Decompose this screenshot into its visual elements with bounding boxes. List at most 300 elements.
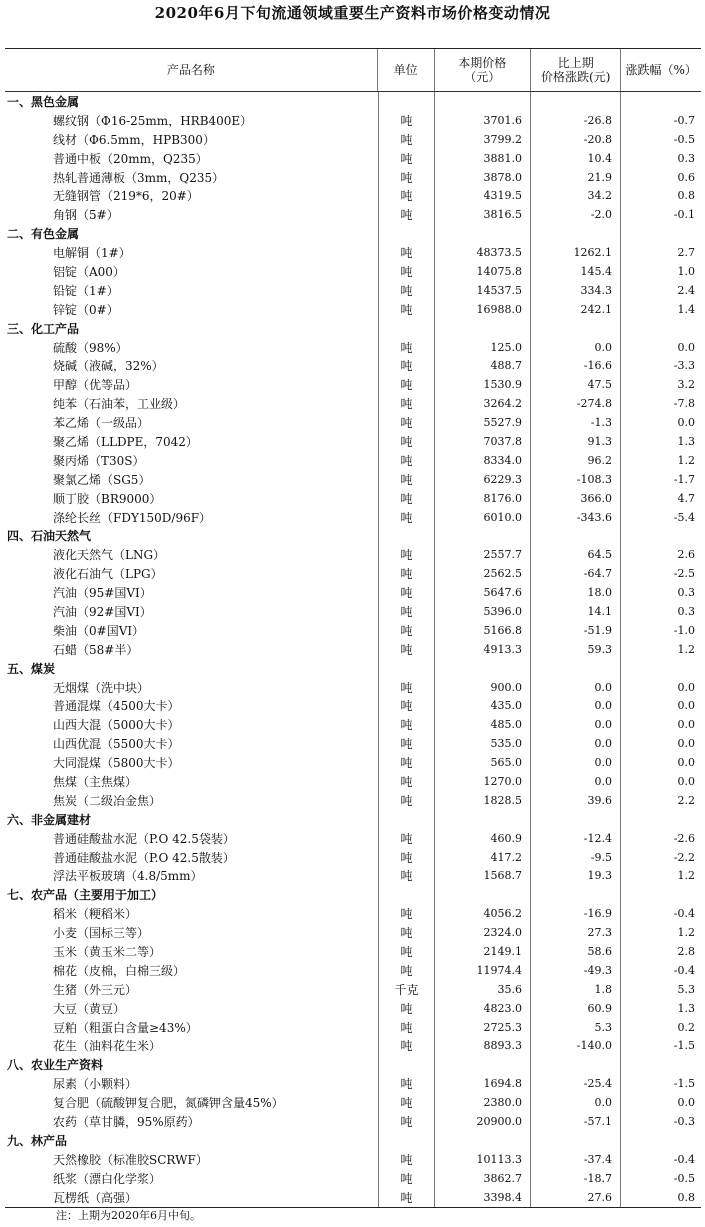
category-row	[5, 1131, 701, 1150]
price-cell: 20900.0	[435, 1112, 531, 1131]
change-cell: 5.3	[531, 1018, 621, 1037]
table-row	[5, 715, 701, 734]
price-cell: 4056.2	[435, 904, 531, 923]
product-name: 大同混煤（5800大卡）	[5, 753, 379, 772]
percent-cell: 3.2	[677, 378, 695, 392]
change-cell: 0.0	[531, 715, 621, 734]
percent-cell: -0.5	[673, 1171, 695, 1185]
unit-cell: 吨	[379, 394, 435, 413]
percent-cell: 0.0	[677, 416, 695, 430]
table-row	[5, 545, 701, 564]
product-name: 普通硅酸盐水泥（P.O 42.5袋装）	[5, 829, 379, 848]
change-cell: -343.6	[531, 508, 621, 527]
price-cell: 565.0	[435, 753, 531, 772]
price-cell: 2562.5	[435, 564, 531, 583]
unit-cell	[379, 1131, 435, 1150]
unit-cell: 吨	[379, 1169, 435, 1188]
table-body	[5, 92, 701, 1207]
price-cell: 11974.4	[435, 961, 531, 980]
percent-cell: -3.3	[673, 359, 695, 373]
unit-cell: 吨	[379, 602, 435, 621]
percent-cell	[621, 224, 701, 243]
change-cell: 39.6	[531, 791, 621, 810]
percent-cell: -2.5	[673, 567, 695, 581]
product-name: 柴油（0#国VI）	[5, 621, 379, 640]
change-cell: 0.0	[531, 697, 621, 716]
table-row	[5, 791, 701, 810]
percent-cell	[621, 526, 701, 545]
price-cell: 3264.2	[435, 394, 531, 413]
unit-cell	[379, 659, 435, 678]
percent-cell: 0.8	[677, 189, 695, 203]
header-change-line2: 价格涨跌(元)	[541, 70, 611, 84]
percent-cell: 0.0	[677, 1096, 695, 1110]
percent-cell: -0.5	[673, 132, 695, 146]
percent-cell: 0.3	[677, 604, 695, 618]
unit-cell: 吨	[379, 1093, 435, 1112]
table-row	[5, 111, 701, 130]
unit-cell: 吨	[379, 867, 435, 886]
unit-cell: 吨	[379, 111, 435, 130]
price-cell: 3881.0	[435, 149, 531, 168]
table-row	[5, 942, 701, 961]
price-cell: 4823.0	[435, 999, 531, 1018]
unit-cell: 吨	[379, 640, 435, 659]
percent-cell: -1.5	[673, 1039, 695, 1053]
product-name: 顺丁胶（BR9000）	[5, 489, 379, 508]
category-row	[5, 92, 701, 111]
table-row	[5, 375, 701, 394]
table-row	[5, 697, 701, 716]
change-cell	[531, 1131, 621, 1150]
category-row	[5, 810, 701, 829]
unit-cell: 吨	[379, 356, 435, 375]
change-cell: 366.0	[531, 489, 621, 508]
change-cell: -9.5	[531, 848, 621, 867]
price-cell	[435, 810, 531, 829]
product-name: 角钢（5#）	[5, 205, 379, 224]
price-cell	[435, 659, 531, 678]
price-cell: 2557.7	[435, 545, 531, 564]
product-name: 焦炭（二级冶金焦）	[5, 791, 379, 810]
percent-cell: -7.8	[673, 397, 695, 411]
change-cell: -51.9	[531, 621, 621, 640]
table-row	[5, 734, 701, 753]
change-cell: 96.2	[531, 451, 621, 470]
unit-cell: 吨	[379, 281, 435, 300]
product-name: 花生（油料花生米）	[5, 1037, 379, 1056]
table-row	[5, 356, 701, 375]
percent-cell: 1.4	[677, 302, 695, 316]
table-row	[5, 753, 701, 772]
product-name: 瓦楞纸（高强）	[5, 1188, 379, 1207]
price-cell: 1270.0	[435, 772, 531, 791]
unit-cell: 吨	[379, 205, 435, 224]
unit-cell: 吨	[379, 904, 435, 923]
change-cell: -25.4	[531, 1074, 621, 1093]
table-row	[5, 130, 701, 149]
change-cell: 21.9	[531, 168, 621, 187]
percent-cell: -0.1	[673, 208, 695, 222]
product-name: 普通混煤（4500大卡）	[5, 697, 379, 716]
price-cell: 4913.3	[435, 640, 531, 659]
category-row	[5, 659, 701, 678]
table-row	[5, 867, 701, 886]
unit-cell: 吨	[379, 697, 435, 716]
table-row	[5, 186, 701, 205]
unit-cell	[379, 885, 435, 904]
change-cell	[531, 92, 621, 111]
product-name: 浮法平板玻璃（4.8/5mm）	[5, 867, 379, 886]
unit-cell: 吨	[379, 186, 435, 205]
percent-cell: 1.2	[677, 869, 695, 883]
header-price-line2: （元）	[464, 70, 501, 84]
product-name: 无缝钢管（219*6，20#）	[5, 186, 379, 205]
price-cell: 3816.5	[435, 205, 531, 224]
change-cell: -64.7	[531, 564, 621, 583]
unit-cell: 吨	[379, 1112, 435, 1131]
change-cell: 0.0	[531, 678, 621, 697]
change-cell: 1262.1	[531, 243, 621, 262]
percent-cell	[621, 92, 701, 111]
percent-cell: 5.3	[677, 982, 695, 996]
change-cell: 145.4	[531, 262, 621, 281]
table-row	[5, 168, 701, 187]
category-name: 七、农产品（主要用于加工）	[5, 885, 379, 904]
price-cell: 14537.5	[435, 281, 531, 300]
price-cell: 3862.7	[435, 1169, 531, 1188]
price-cell: 14075.8	[435, 262, 531, 281]
change-cell: -12.4	[531, 829, 621, 848]
percent-cell: 1.0	[677, 264, 695, 278]
unit-cell: 吨	[379, 489, 435, 508]
change-cell: 47.5	[531, 375, 621, 394]
product-name: 焦煤（主焦煤）	[5, 772, 379, 791]
percent-cell: 0.0	[677, 775, 695, 788]
product-name: 涤纶长丝（FDY150D/96F）	[5, 508, 379, 527]
price-cell: 435.0	[435, 697, 531, 716]
table-row	[5, 640, 701, 659]
table-row	[5, 489, 701, 508]
percent-cell	[621, 1055, 701, 1074]
table-row	[5, 678, 701, 697]
percent-cell: -2.6	[673, 831, 695, 845]
table-row	[5, 848, 701, 867]
price-cell: 900.0	[435, 678, 531, 697]
product-name: 汽油（92#国VI）	[5, 602, 379, 621]
percent-cell: -1.0	[673, 623, 695, 637]
table-row	[5, 980, 701, 999]
category-row	[5, 885, 701, 904]
change-cell: 0.0	[531, 1093, 621, 1112]
price-cell: 5527.9	[435, 413, 531, 432]
table-row	[5, 904, 701, 923]
unit-cell: 吨	[379, 583, 435, 602]
price-cell: 48373.5	[435, 243, 531, 262]
product-name: 锌锭（0#）	[5, 300, 379, 319]
table-row	[5, 621, 701, 640]
change-cell: -26.8	[531, 111, 621, 130]
table-row	[5, 1169, 701, 1188]
unit-cell: 吨	[379, 1074, 435, 1093]
change-cell: -16.9	[531, 904, 621, 923]
unit-cell: 吨	[379, 829, 435, 848]
price-cell	[435, 1055, 531, 1074]
unit-cell: 吨	[379, 791, 435, 810]
change-cell: 14.1	[531, 602, 621, 621]
change-cell: -16.6	[531, 356, 621, 375]
unit-cell: 吨	[379, 848, 435, 867]
unit-cell	[379, 526, 435, 545]
header-product-name: 产品名称	[5, 49, 378, 91]
product-name: 聚乙烯（LLDPE，7042）	[5, 432, 379, 451]
percent-cell: 2.7	[677, 246, 695, 260]
percent-cell: 2.2	[677, 793, 695, 807]
table-row	[5, 772, 701, 791]
table-row	[5, 451, 701, 470]
header-unit: 单位	[378, 49, 435, 91]
category-row	[5, 526, 701, 545]
change-cell	[531, 319, 621, 338]
percent-cell: 0.0	[677, 680, 695, 694]
change-cell: 10.4	[531, 149, 621, 168]
unit-cell: 吨	[379, 375, 435, 394]
table-row	[5, 205, 701, 224]
unit-cell: 吨	[379, 451, 435, 470]
percent-cell: 0.6	[677, 170, 695, 184]
category-row	[5, 1055, 701, 1074]
price-cell: 2725.3	[435, 1018, 531, 1037]
product-name: 铅锭（1#）	[5, 281, 379, 300]
change-cell: 34.2	[531, 186, 621, 205]
table-row	[5, 262, 701, 281]
price-cell: 3398.4	[435, 1188, 531, 1207]
price-cell: 6010.0	[435, 508, 531, 527]
price-cell	[435, 526, 531, 545]
table-row	[5, 432, 701, 451]
page-title: 2020年6月下旬流通领域重要生产资料市场价格变动情况	[154, 4, 551, 22]
percent-cell: -0.3	[673, 1115, 695, 1129]
table-row	[5, 338, 701, 357]
price-cell: 4319.5	[435, 186, 531, 205]
percent-cell: 0.0	[677, 340, 695, 354]
price-cell: 1530.9	[435, 375, 531, 394]
product-name: 螺纹钢（Φ16-25mm，HRB400E）	[5, 111, 379, 130]
unit-cell: 吨	[379, 1188, 435, 1207]
table-header	[5, 49, 701, 92]
product-name: 苯乙烯（一级品）	[5, 413, 379, 432]
unit-cell: 吨	[379, 621, 435, 640]
category-row	[5, 319, 701, 338]
unit-cell	[379, 224, 435, 243]
change-cell: 59.3	[531, 640, 621, 659]
product-name: 热轧普通薄板（3mm，Q235）	[5, 168, 379, 187]
price-cell	[435, 319, 531, 338]
percent-cell: 0.8	[677, 1190, 695, 1204]
table-row	[5, 1150, 701, 1169]
table-row	[5, 583, 701, 602]
price-cell: 8334.0	[435, 451, 531, 470]
header-change	[531, 49, 621, 91]
change-cell: 64.5	[531, 545, 621, 564]
product-name: 稻米（粳稻米）	[5, 904, 379, 923]
price-table	[5, 48, 701, 1208]
header-price	[435, 49, 531, 91]
price-cell: 485.0	[435, 715, 531, 734]
change-cell: -18.7	[531, 1169, 621, 1188]
price-cell: 125.0	[435, 338, 531, 357]
product-name: 纯苯（石油苯，工业级）	[5, 394, 379, 413]
table-row	[5, 243, 701, 262]
percent-cell: 0.0	[677, 737, 695, 751]
change-cell: -37.4	[531, 1150, 621, 1169]
price-cell: 5166.8	[435, 621, 531, 640]
percent-cell: 1.2	[677, 926, 695, 940]
category-name: 八、农业生产资料	[5, 1055, 379, 1074]
change-cell	[531, 224, 621, 243]
product-name: 汽油（95#国VI）	[5, 583, 379, 602]
category-name: 一、黑色金属	[5, 92, 379, 111]
change-cell	[531, 526, 621, 545]
table-row	[5, 829, 701, 848]
percent-cell: 2.6	[677, 548, 695, 562]
unit-cell: 吨	[379, 715, 435, 734]
unit-cell: 吨	[379, 753, 435, 772]
percent-cell: 4.7	[677, 491, 695, 505]
unit-cell: 吨	[379, 564, 435, 583]
product-name: 液化天然气（LNG）	[5, 545, 379, 564]
change-cell: 0.0	[531, 338, 621, 357]
percent-cell	[621, 659, 701, 678]
price-cell: 535.0	[435, 734, 531, 753]
price-cell: 5647.6	[435, 583, 531, 602]
product-name: 天然橡胶（标准胶SCRWF）	[5, 1150, 379, 1169]
price-cell	[435, 224, 531, 243]
category-name: 二、有色金属	[5, 224, 379, 243]
table-row	[5, 281, 701, 300]
unit-cell	[379, 810, 435, 829]
unit-cell: 吨	[379, 678, 435, 697]
unit-cell: 吨	[379, 734, 435, 753]
product-name: 小麦（国标三等）	[5, 923, 379, 942]
percent-cell: 0.3	[677, 151, 695, 165]
price-cell	[435, 1131, 531, 1150]
price-cell: 2149.1	[435, 942, 531, 961]
table-row	[5, 300, 701, 319]
header-change-line1: 比上期	[557, 56, 594, 70]
product-name: 无烟煤（洗中块）	[5, 678, 379, 697]
unit-cell: 吨	[379, 1037, 435, 1056]
price-cell: 6229.3	[435, 470, 531, 489]
unit-cell: 吨	[379, 130, 435, 149]
category-row	[5, 224, 701, 243]
unit-cell: 吨	[379, 923, 435, 942]
percent-cell	[621, 885, 701, 904]
price-cell: 1694.8	[435, 1074, 531, 1093]
product-name: 电解铜（1#）	[5, 243, 379, 262]
product-name: 聚丙烯（T30S）	[5, 451, 379, 470]
change-cell: 91.3	[531, 432, 621, 451]
change-cell: -108.3	[531, 470, 621, 489]
change-cell: 0.0	[531, 772, 621, 791]
product-name: 生猪（外三元）	[5, 980, 379, 999]
percent-cell: -1.7	[673, 472, 695, 486]
unit-cell: 吨	[379, 772, 435, 791]
unit-cell: 吨	[379, 470, 435, 489]
change-cell: 0.0	[531, 753, 621, 772]
unit-cell: 吨	[379, 545, 435, 564]
change-cell: -2.0	[531, 205, 621, 224]
percent-cell	[621, 1131, 701, 1150]
header-percent: 涨跌幅（%）	[625, 63, 697, 77]
table-row	[5, 1074, 701, 1093]
change-cell: -20.8	[531, 130, 621, 149]
price-cell: 2380.0	[435, 1093, 531, 1112]
category-name: 四、石油天然气	[5, 526, 379, 545]
footnote: 注：上期为2020年6月中旬。	[56, 1209, 201, 1222]
change-cell: 60.9	[531, 999, 621, 1018]
change-cell	[531, 1055, 621, 1074]
price-cell: 3701.6	[435, 111, 531, 130]
table-row	[5, 1037, 701, 1056]
product-name: 山西大混（5000大卡）	[5, 715, 379, 734]
unit-cell: 吨	[379, 300, 435, 319]
price-cell: 2324.0	[435, 923, 531, 942]
unit-cell: 吨	[379, 243, 435, 262]
price-cell: 8176.0	[435, 489, 531, 508]
category-name: 三、化工产品	[5, 319, 379, 338]
unit-cell	[379, 1055, 435, 1074]
price-cell: 460.9	[435, 829, 531, 848]
category-name: 六、非金属建材	[5, 810, 379, 829]
price-cell	[435, 885, 531, 904]
category-name: 五、煤炭	[5, 659, 379, 678]
percent-cell: -1.5	[673, 1077, 695, 1091]
change-cell: -49.3	[531, 961, 621, 980]
price-cell: 3878.0	[435, 168, 531, 187]
table-row	[5, 394, 701, 413]
price-cell: 1828.5	[435, 791, 531, 810]
percent-cell: 2.4	[677, 283, 695, 297]
percent-cell: -2.2	[673, 850, 695, 864]
product-name: 山西优混（5500大卡）	[5, 734, 379, 753]
change-cell: -274.8	[531, 394, 621, 413]
price-cell: 5396.0	[435, 602, 531, 621]
unit-cell: 吨	[379, 432, 435, 451]
table-row	[5, 1188, 701, 1207]
product-name: 烧碱（液碱，32%）	[5, 356, 379, 375]
price-cell	[435, 92, 531, 111]
price-cell: 8893.3	[435, 1037, 531, 1056]
product-name: 尿素（小颗料）	[5, 1074, 379, 1093]
change-cell: -57.1	[531, 1112, 621, 1131]
change-cell: 1.8	[531, 980, 621, 999]
product-name: 线材（Φ6.5mm，HPB300）	[5, 130, 379, 149]
percent-cell: -0.7	[673, 113, 695, 127]
change-cell: 19.3	[531, 867, 621, 886]
change-cell: -1.3	[531, 413, 621, 432]
product-name: 液化石油气（LPG）	[5, 564, 379, 583]
price-cell: 10113.3	[435, 1150, 531, 1169]
unit-cell: 吨	[379, 338, 435, 357]
change-cell: 242.1	[531, 300, 621, 319]
table-row	[5, 470, 701, 489]
table-row	[5, 602, 701, 621]
product-name: 棉花（皮棉，白棉三级）	[5, 961, 379, 980]
table-row	[5, 1093, 701, 1112]
percent-cell: -0.4	[673, 907, 695, 921]
unit-cell: 吨	[379, 1018, 435, 1037]
